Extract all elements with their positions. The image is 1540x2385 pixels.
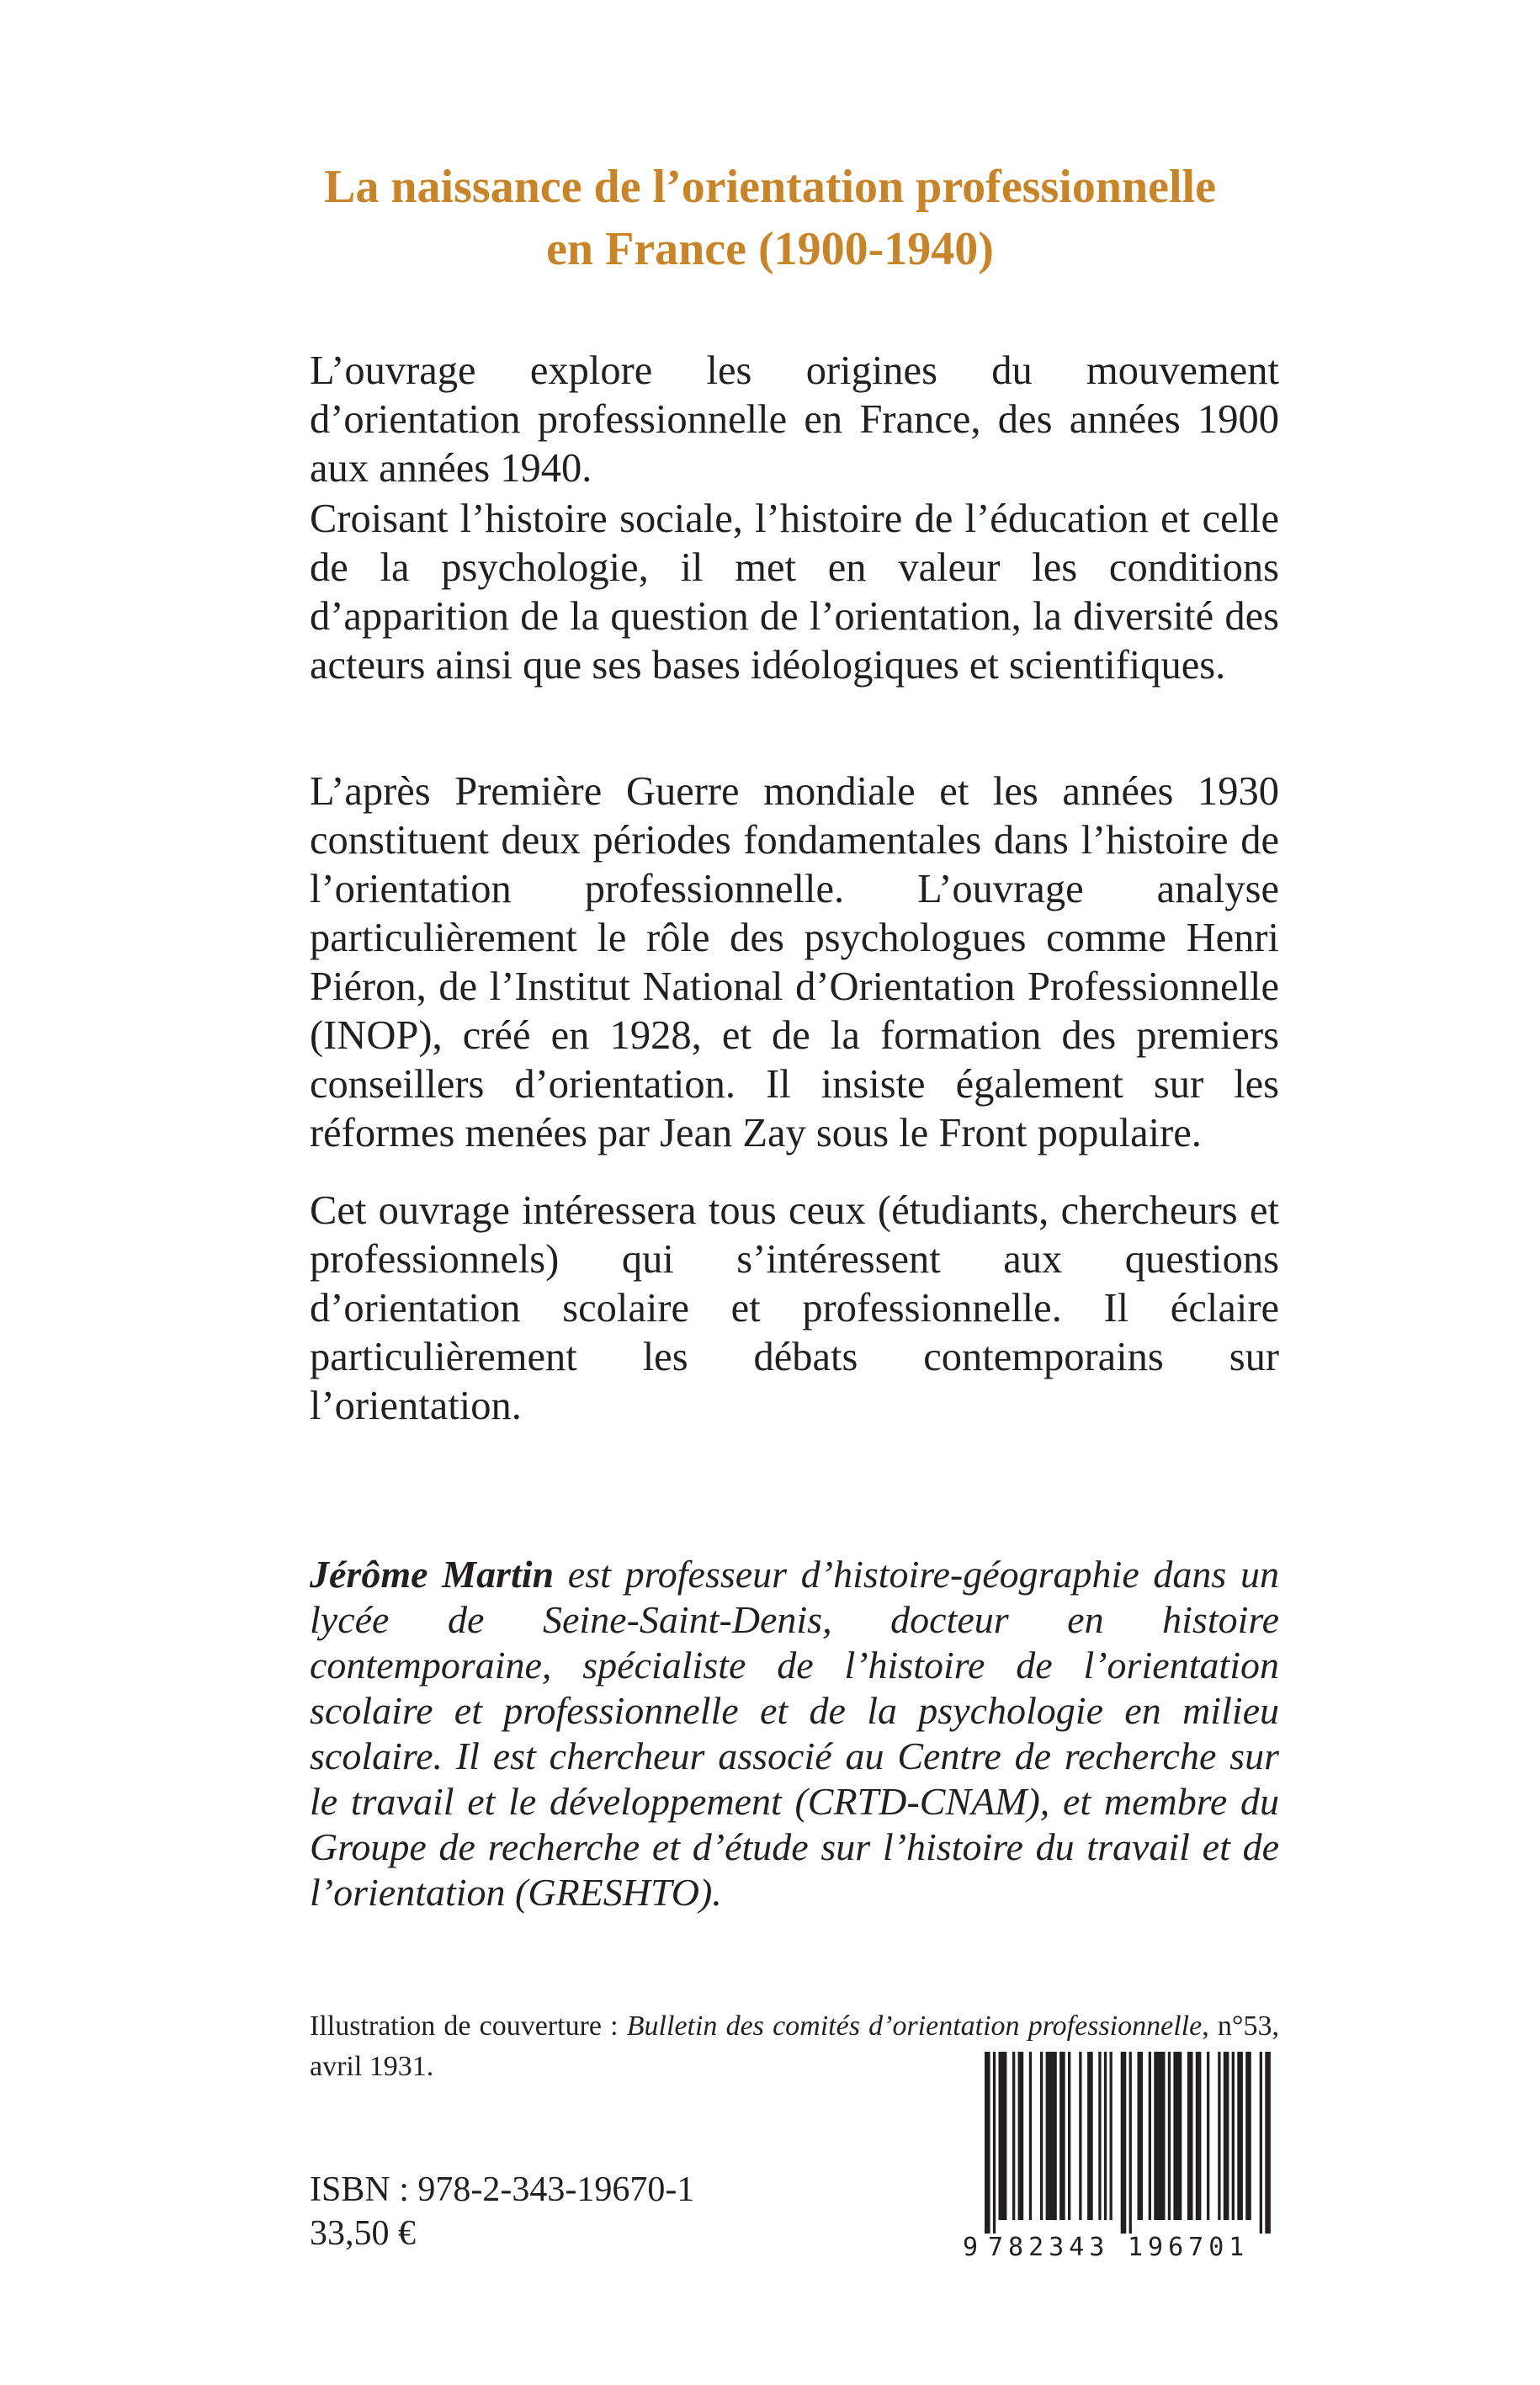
title-line-1: La naissance de l’orientation professionnelle <box>324 161 1216 213</box>
barcode-bar <box>1149 2052 1151 2220</box>
barcode-bar <box>1232 2052 1235 2220</box>
book-title <box>0 156 1540 280</box>
credit-suffix: , n°53, avril 1931. <box>310 2011 1279 2082</box>
credit-prefix: Illustration de couverture : <box>310 2011 627 2042</box>
author-name: Jérôme Martin <box>310 1553 555 1596</box>
barcode-bar <box>1098 2052 1101 2220</box>
barcode-digits-left: 782343 <box>988 2233 1110 2262</box>
barcode-bar <box>1187 2052 1193 2220</box>
description-paragraph-4: Cet ouvrage intéressera tous ceux (étudiants, chercheurs et professionnels) qui s’intéressent aux questions d’orientation scolaire et professionnelle. Il éclaire particulièrement les débats contemporains sur l’orientation. <box>310 1188 1279 1428</box>
barcode-bar <box>1110 2052 1113 2220</box>
barcode-bar <box>1040 2052 1043 2220</box>
barcode-bar <box>1046 2052 1057 2220</box>
barcode-bar <box>1079 2052 1081 2220</box>
barcode-bar <box>1018 2052 1024 2220</box>
barcode-bar <box>985 2052 990 2234</box>
barcode-bar <box>1059 2052 1065 2220</box>
barcode-bar <box>1138 2052 1144 2220</box>
barcode-digits-right: 196701 <box>1128 2233 1250 2262</box>
barcode-bar <box>1196 2052 1202 2220</box>
barcode-bar <box>1265 2052 1271 2234</box>
barcode-bar <box>1121 2052 1127 2234</box>
barcode-bar <box>1068 2052 1070 2220</box>
barcode-bar <box>1029 2052 1032 2220</box>
barcode-bar <box>1207 2052 1209 2220</box>
credit-source: Bulletin des comités d’orientation professionnelle <box>626 2011 1203 2042</box>
barcode-bars <box>985 2052 1271 2234</box>
barcode-bar <box>1224 2052 1229 2220</box>
barcode-bar <box>999 2052 1007 2220</box>
barcode-bar <box>993 2052 996 2234</box>
barcode-bar <box>1168 2052 1171 2220</box>
description-paragraph-1: L’ouvrage explore les origines du mouvement d’orientation professionnelle en France, des années 1900 aux années 1940. <box>310 348 1279 491</box>
isbn: ISBN : 978-2-343-19670-1 <box>310 2170 695 2209</box>
barcode-bar <box>1104 2052 1107 2220</box>
barcode-bar <box>1260 2052 1262 2234</box>
barcode-bar <box>1245 2052 1251 2220</box>
barcode-bar <box>1173 2052 1182 2220</box>
title-line-2: en France (1900-1940) <box>546 223 994 275</box>
barcode-bar <box>1129 2052 1132 2234</box>
barcode-digit-first: 9 <box>963 2233 979 2262</box>
price: 33,50 € <box>310 2214 416 2253</box>
barcode-bar <box>1237 2052 1243 2220</box>
barcode-bar <box>1087 2052 1093 2220</box>
barcode-bar <box>1218 2052 1220 2220</box>
barcode-bar <box>1154 2052 1165 2220</box>
barcode-bar <box>1012 2052 1015 2220</box>
author-bio-text: est professeur d’histoire-géographie dans un lycée de Seine-Saint-Denis, docteur en histoire contemporaine, spécialiste de l’histoire de l’orientation scolaire et professionnelle et de la psychologie en milieu scolaire. Il est chercheur associé au Centre de recherche sur le travail et le développement (CRTD-CNAM), et membre du Groupe de recherche et d’étude sur l’histoire du travail et de l’orientation (GRESHTO). <box>310 1553 1279 1914</box>
barcode <box>959 2048 1279 2264</box>
author-bio <box>310 1552 1279 1915</box>
description-paragraph-2: Croisant l’histoire sociale, l’histoire de l’éducation et celle de la psychologie, il met en valeur les conditions d’apparition de la question de l’orientation, la diversité des acteurs ainsi que ses bases idéologiques et scientifiques. <box>310 497 1279 688</box>
description-paragraph-3: L’après Première Guerre mondiale et les années 1930 constituent deux périodes fondamentales dans l’histoire de l’orientation professionnelle. L’ouvrage analyse particulièrement le rôle des psychologues comme Henri Piéron, de l’Institut National d’Orientation Professionnelle (INOP), créé en 1928, et de la formation des premiers conseillers d’orientation. Il insiste également sur les réformes menées par Jean Zay sous le Front populaire. <box>310 769 1279 1155</box>
